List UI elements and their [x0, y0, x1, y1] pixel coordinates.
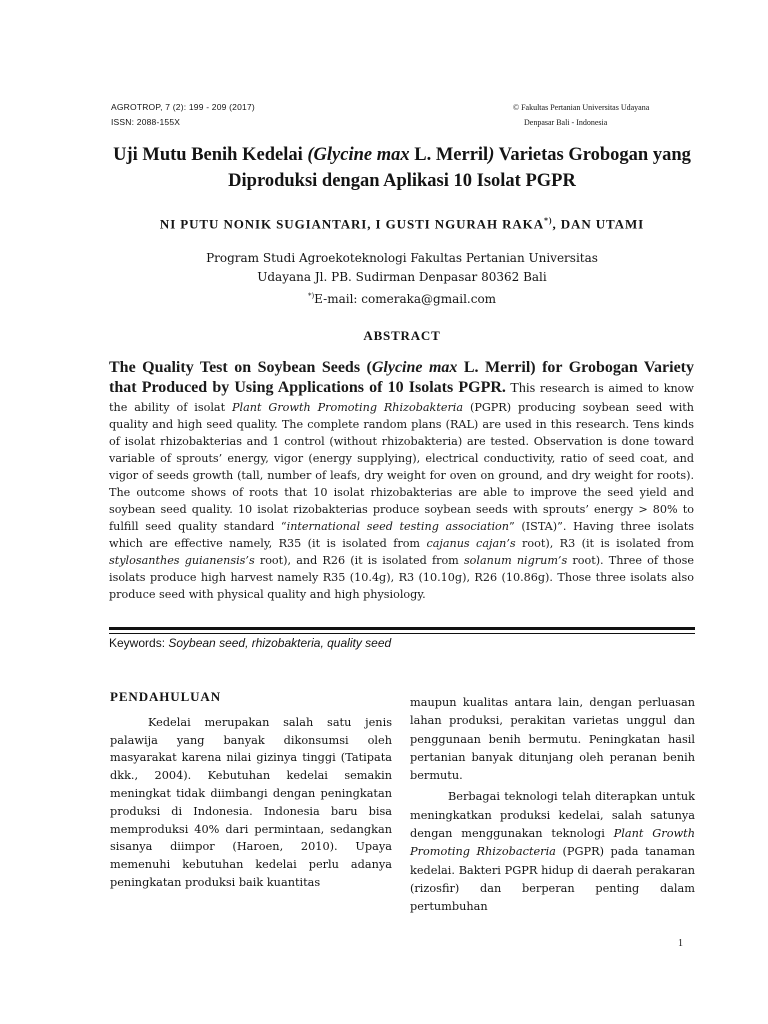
publisher-name: © Fakultas Pertanian Universitas Udayana [513, 103, 650, 112]
title-paren: ) [488, 145, 495, 165]
intro-left-column [110, 688, 392, 892]
abstract-text-3: ” (ISTA)”. Having three isolats which are effective namely, R35 (it is isolated from [109, 520, 694, 550]
affiliation-line1: Program Studi Agroekoteknologi Fakultas Pertanian Universitas [206, 251, 598, 265]
keywords-label: Keywords: [109, 636, 169, 650]
abstract-title-part1: The Quality Test on Soybean Seeds ( [109, 359, 372, 376]
abstract-divider-thick [109, 627, 695, 630]
affiliation-email-line [100, 287, 704, 309]
paper-title [100, 142, 704, 194]
author-names: NI PUTU NONIK SUGIANTARI, I GUSTI NGURAH RAKA [159, 216, 544, 232]
abstract-text-5: root), and R26 (it is isolated from [254, 554, 464, 567]
intro-paragraph-2 [410, 788, 695, 916]
intro-paragraph-1: Kedelai merupakan salah satu jenis palawija yang banyak dikonsumsi oleh masyarakat karena nilai gizinya tinggi (Tatipata dkk., 2004). Kebutuhan kedelai semakin meningkat tidak diimbangi dengan peningkatan produksi di Indonesia. Indonesia baru bisa memproduksi 40% dari permintaan, sedangkan sisanya diimpor (Haroen, 2010). Upaya memenuhi kebutuhan kedelai perlu adanya peningkatan produksi baik kuantitas [110, 715, 392, 889]
intro-paragraph-2-text-a: Berbagai teknologi telah diterapkan untuk meningkatkan produksi kedelai, salah satunya dengan menggunakan teknologi [410, 790, 695, 841]
journal-header [111, 100, 255, 130]
abstract-text-4: root), R3 (it is isolated from [515, 537, 694, 550]
abstract-text-6: root). Three of those isolats produce high harvest namely R35 (10.4g), R3 (10.10g), R26 (10.86g). Those three isolats also produce seed with physical quality and high physiology. [109, 554, 694, 601]
title-species: (Glycine max [307, 145, 410, 165]
page-number: 1 [678, 938, 683, 949]
keywords-items: Soybean seed, rhizobakteria, quality seed [168, 636, 392, 650]
email-mark: *) [307, 292, 315, 300]
abstract-italic-3: cajanus cajan’s [426, 537, 516, 550]
abstract-heading: ABSTRACT [363, 328, 441, 343]
section-heading: PENDAHULUAN [110, 689, 222, 704]
intro-paragraph-2-italic: Plant Growth Promoting Rhizobacteria [410, 827, 695, 859]
abstract-body [109, 358, 694, 603]
publisher-location: Denpasar Bali - Indonesia [524, 118, 608, 127]
intro-paragraph-2-text-b: (PGPR) pada tanaman kedelai. Bakteri PGPR hidup di daerah perakaran (rizosfir) dan berperan penting dalam pertumbuhan [410, 845, 695, 914]
abstract-title-part2: L. Merril) for Grobogan Variety that Produced by Using Applications of 10 Isolats PGPR. [109, 359, 694, 396]
abstract-text-2: (PGPR) producing soybean seed with quality and high seed quality. The complete random plans (RAL) are used in this research. Tens kinds of isolat rhizobakterias and 1 control (without rhizobakteria) are tested. Observation is done toward variable of sprouts’ energy, vigor (energy supplying), electrical conductivity, ratio of seed coat, and vigor of seeds growth (tall, number of leafs, dry weight for oven on ground, and dry weight for roots). The outcome shows of roots that 10 isolat rhizobakterias are able to improve the seed yield and soybean seed quality. 10 isolat rizobakterias produce soybean seeds with sprouts’ energy > 80% to fulfill seed quality standard “ [109, 401, 694, 533]
corresponding-mark: *) [543, 216, 553, 225]
abstract-text-1: research is aimed to know the ability of isolat [109, 382, 694, 414]
title-part2: L. Merril [409, 145, 489, 165]
publisher-header [513, 100, 649, 130]
abstract-italic-2: international seed testing association [286, 520, 509, 533]
author-names-tail: , DAN UTAMI [552, 216, 645, 232]
journal-citation: AGROTROP, 7 (2): 199 - 209 (2017) [111, 102, 255, 112]
abstract-lead: This [505, 381, 536, 396]
title-part1: Uji Mutu Benih Kedelai [113, 145, 308, 165]
journal-issn: ISSN: 2088-155X [111, 117, 181, 127]
title-part3: Varietas Grobogan yang Diproduksi dengan Aplikasi 10 Isolat PGPR [228, 145, 691, 191]
author-email: E-mail: comeraka@gmail.com [314, 292, 497, 306]
abstract-italic-5: solanum nigrum’s [463, 554, 568, 567]
abstract-italic-4: stylosanthes guianensis’s [109, 554, 255, 567]
intro-right-column [410, 694, 695, 917]
affiliation [100, 249, 704, 309]
abstract-title-species: Glycine max [371, 359, 458, 376]
author-list [100, 212, 704, 233]
keywords [109, 634, 391, 652]
abstract-italic-1: Plant Growth Promoting Rhizobakteria [232, 401, 464, 414]
intro-paragraph-continued: maupun kualitas antara lain, dengan perluasan lahan produksi, perakitan varietas unggul dan penggunaan benih bermutu. Peningkatan hasil pertanian banyak ditunjang oleh peranan benih bermutu. [410, 696, 695, 783]
affiliation-line2: Udayana Jl. PB. Sudirman Denpasar 80362 Bali [257, 270, 547, 284]
